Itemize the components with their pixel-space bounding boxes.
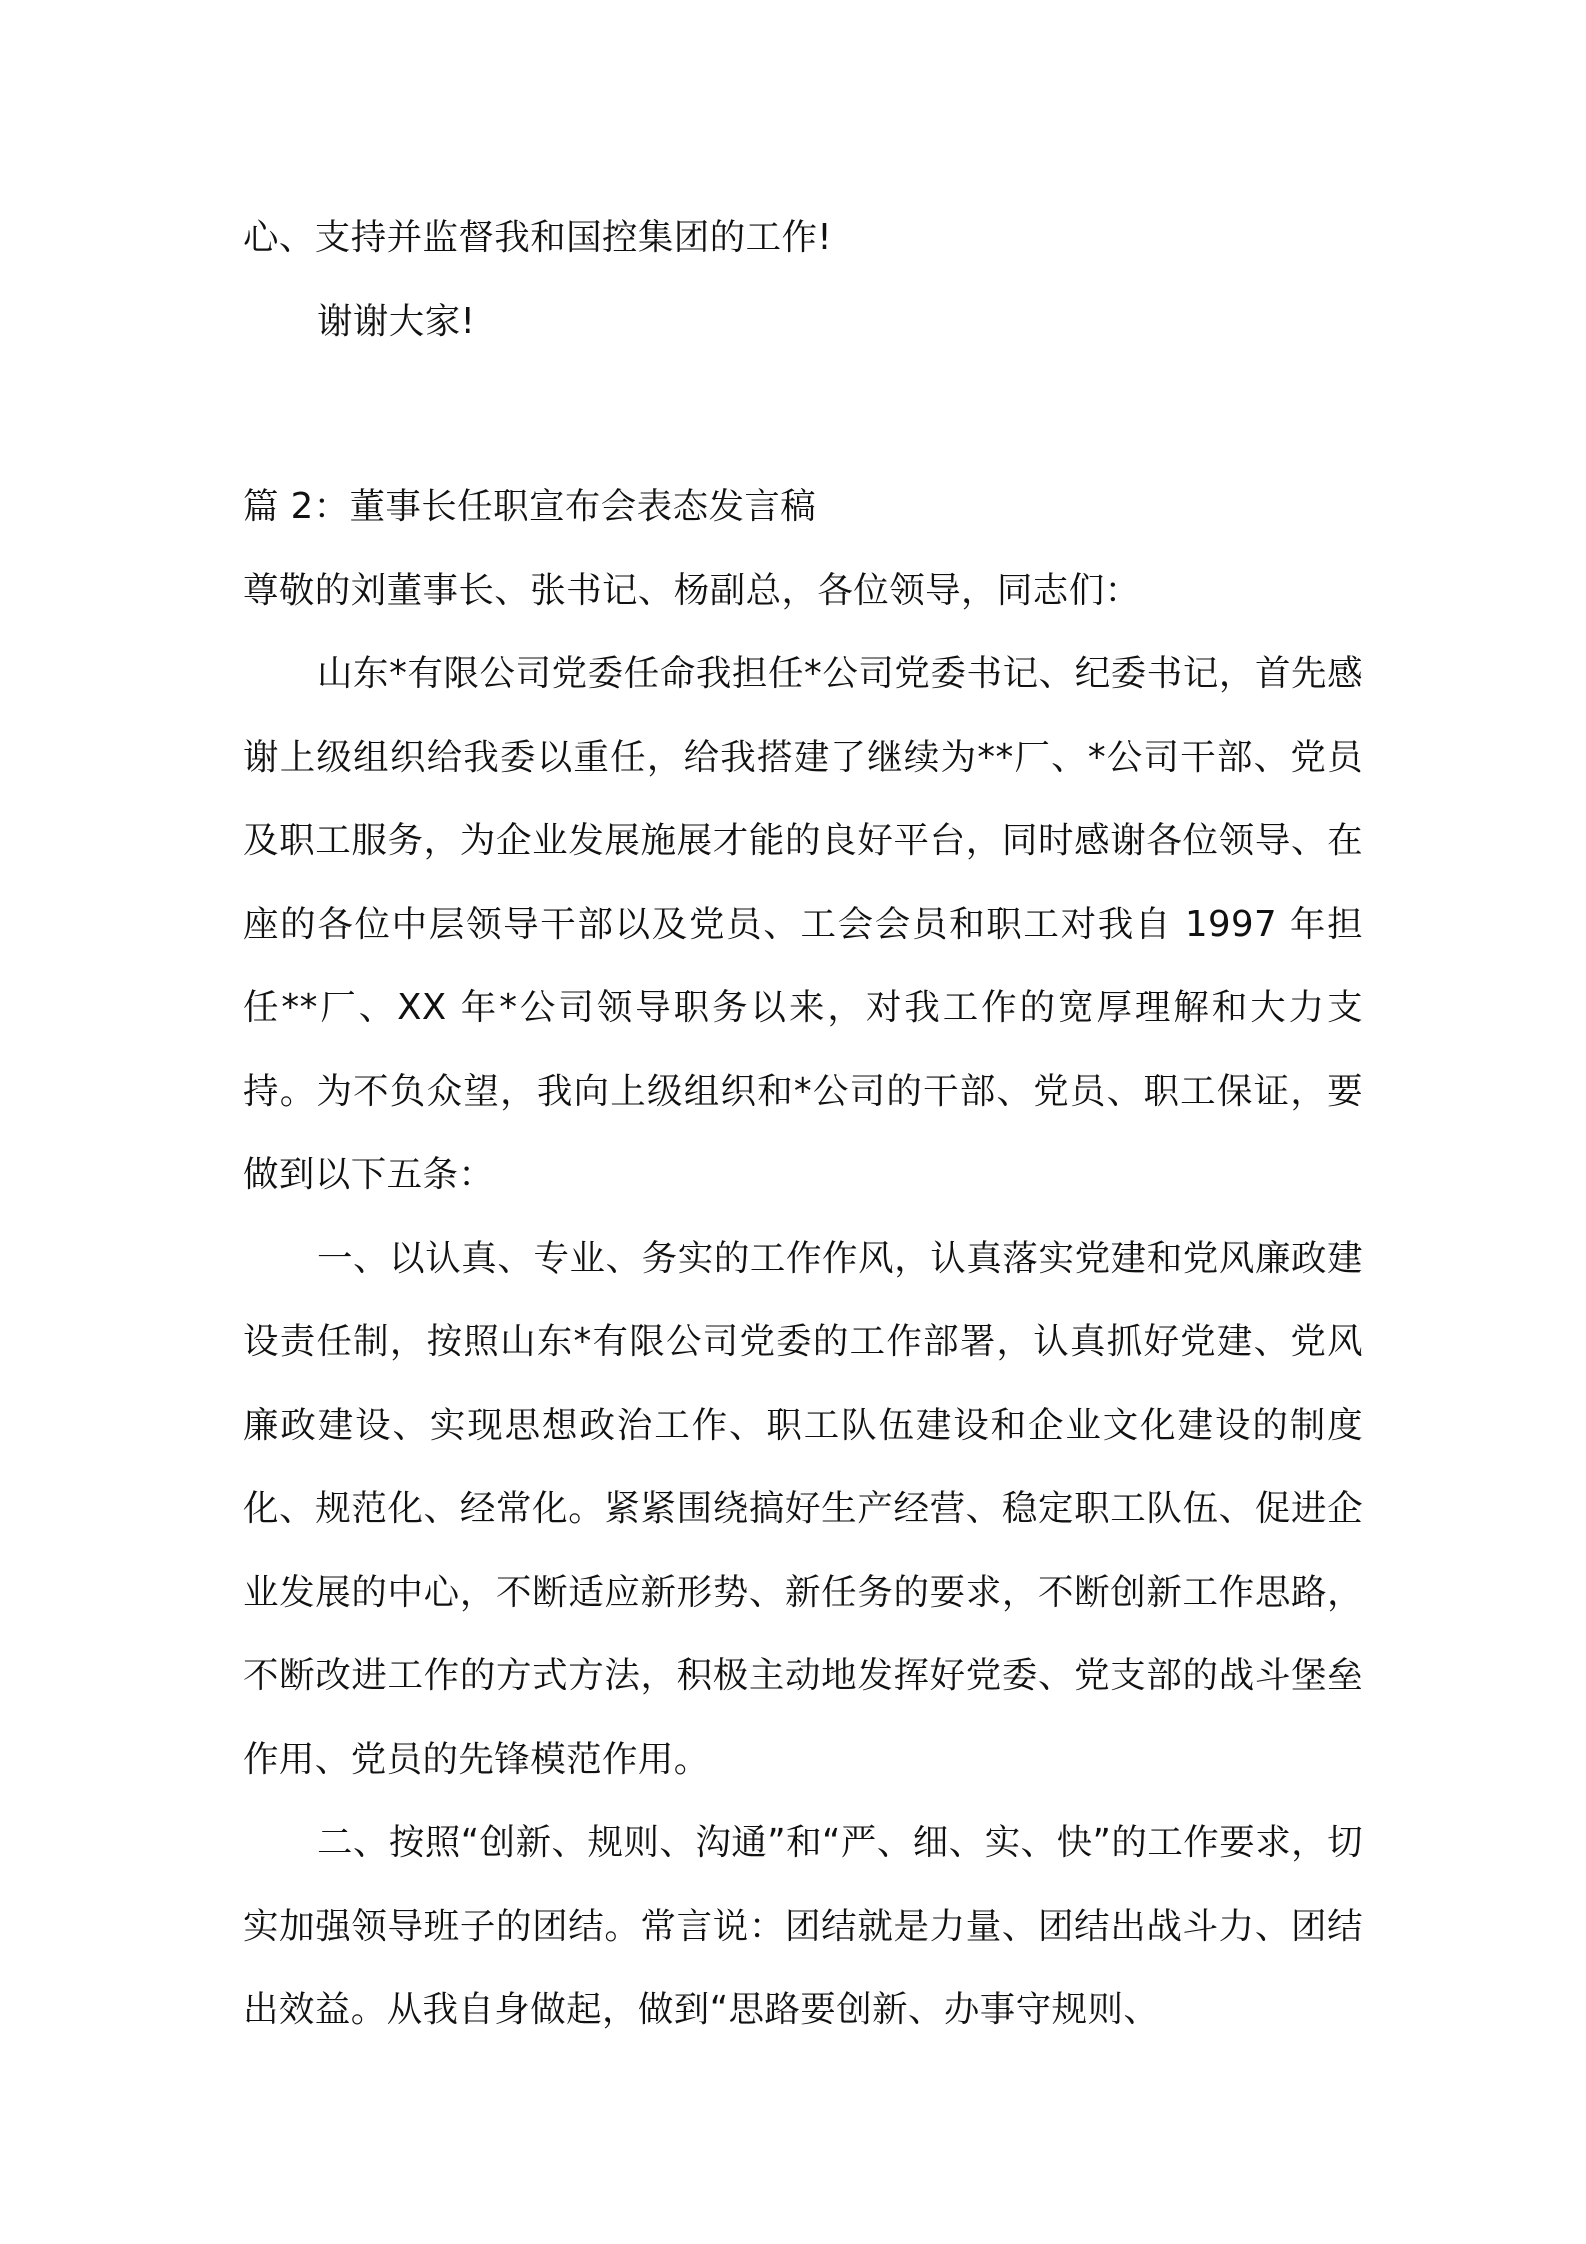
- closing-thanks: 谢谢大家!: [317, 300, 476, 342]
- paragraph-intro: 山东*有限公司党委任命我担任*公司党委书记、纪委书记，首先感谢上级组织给我委以重任，给我搭建了继续为**厂、*公司干部、党员及职工服务，为企业发展施展才能的良好平台，同时感谢各位领导、在座的各位中层领导干部以及党员、工会会员和职工对我自 1997 年担任**厂、XX 年*公司领导职务以来，对我工作的宽厚理解和大力支持。为不负众望，我向上级组织和*公司的干部、党员、职工保证，要做到以下五条：: [243, 653, 1363, 1195]
- continuation-line: 心、支持并监督我和国控集团的工作!: [243, 217, 833, 258]
- section-heading: 篇 2：董事长任职宣布会表态发言稿: [243, 486, 817, 527]
- paragraph-point-two: 二、按照“创新、规则、沟通”和“严、细、实、快”的工作要求，切实加强领导班子的团结。常言说：团结就是力量、团结出战斗力、团结出效益。从我自身做起，做到“思路要创新、办事守规则、: [243, 1822, 1363, 2030]
- paragraph-point-one: 一、以认真、专业、务实的工作作风，认真落实党建和党风廉政建设责任制，按照山东*有限公司党委的工作部署，认真抓好党建、党风廉政建设、实现思想政治工作、职工队伍建设和企业文化建设的制度化、规范化、经常化。紧紧围绕搞好生产经营、稳定职工队伍、促进企业发展的中心，不断适应新形势、新任务的要求，不断创新工作思路，不断改进工作的方式方法，积极主动地发挥好党委、党支部的战斗堡垒作用、党员的先锋模范作用。: [243, 1237, 1363, 1780]
- salutation: 尊敬的刘董事长、张书记、杨副总，各位领导，同志们：: [243, 569, 1141, 611]
- section-gap: [243, 363, 1363, 465]
- document-body: [243, 196, 1363, 2052]
